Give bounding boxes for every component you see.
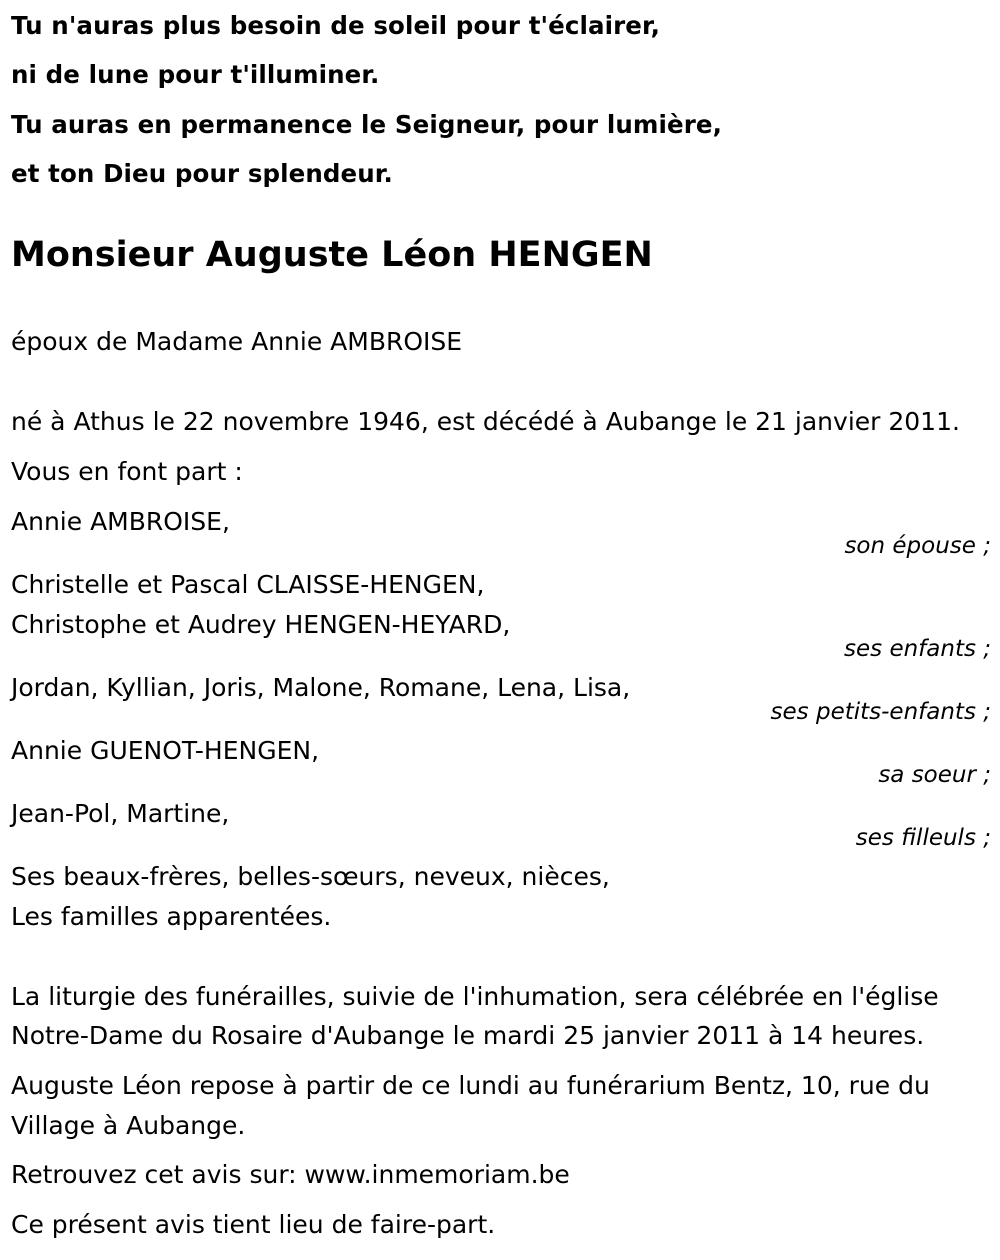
family-spouse-name: Annie AMBROISE, (11, 507, 230, 536)
family-godchildren: Jean-Pol, Martine, (11, 799, 230, 828)
liturgy-line-1: La liturgie des funérailles, suivie de l'inhumation, sera célébrée en l'église (11, 982, 939, 1011)
verse-line-2: ni de lune pour t'illuminer. (11, 60, 380, 89)
notice-line: Ce présent avis tient lieu de faire-part. (11, 1210, 496, 1239)
family-grandchildren: Jordan, Kyllian, Joris, Malone, Romane, Lena, Lisa, (11, 673, 631, 702)
announcement-intro: Vous en font part : (11, 457, 243, 486)
family-child-1: Christelle et Pascal CLAISSE-HENGEN, (11, 570, 485, 599)
relation-sister: sa soeur ; (878, 762, 991, 788)
spouse-line: époux de Madame Annie AMBROISE (11, 327, 463, 356)
family-others-1: Ses beaux-frères, belles-sœurs, neveux, nièces, (11, 862, 610, 891)
relation-children: ses enfants ; (844, 636, 991, 662)
verse-line-3: Tu auras en permanence le Seigneur, pour lumière, (11, 110, 723, 139)
verse-line-1: Tu n'auras plus besoin de soleil pour t'éclairer, (11, 11, 660, 40)
family-sister: Annie GUENOT-HENGEN, (11, 736, 320, 765)
family-child-2: Christophe et Audrey HENGEN-HEYARD, (11, 610, 511, 639)
verse-line-4: et ton Dieu pour splendeur. (11, 159, 393, 188)
birth-death-line: né à Athus le 22 novembre 1946, est décédé à Aubange le 21 janvier 2011. (11, 407, 960, 436)
repose-line-1: Auguste Léon repose à partir de ce lundi au funérarium Bentz, 10, rue du (11, 1071, 930, 1100)
relation-grandchildren: ses petits-enfants ; (770, 699, 991, 725)
relation-godchildren: ses filleuls ; (855, 825, 991, 851)
relation-spouse: son épouse ; (844, 533, 991, 559)
liturgy-line-2: Notre-Dame du Rosaire d'Aubange le mardi 25 janvier 2011 à 14 heures. (11, 1021, 925, 1050)
deceased-name: Monsieur Auguste Léon HENGEN (11, 235, 653, 275)
repose-line-2: Village à Aubange. (11, 1111, 246, 1140)
website-line: Retrouvez cet avis sur: www.inmemoriam.be (11, 1160, 570, 1189)
family-others-2: Les familles apparentées. (11, 902, 332, 931)
